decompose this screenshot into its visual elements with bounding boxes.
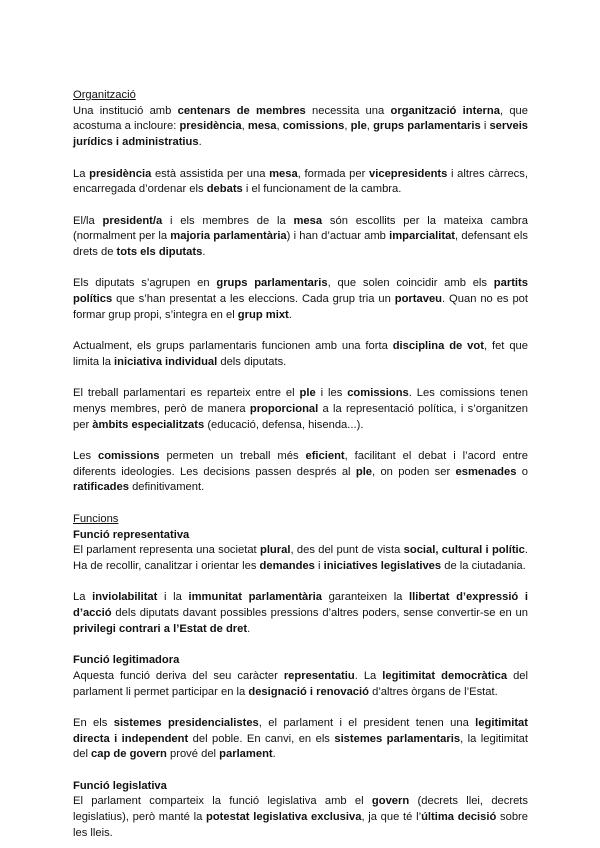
- bold-term: grups parlamentaris: [216, 277, 328, 290]
- paragraph: Els diputats s’agrupen en grups parlamentaris, que solen coincidir amb els partits polítics que s’han presentat a les eleccions. Cada grup tria un portaveu. Quan no es pot formar grup propi, s’integra en el grup mixt.: [73, 277, 528, 321]
- paragraph: Una institució amb centenars de membres necessita una organització interna, que acostuma a incloure: presidència, mesa, comissions, ple, grups parlamentaris i serveis jurídics i administratius.: [73, 104, 529, 149]
- bold-term: imparcialitat: [389, 230, 456, 243]
- bold-term: president/a: [102, 214, 163, 227]
- bold-term: mesa: [269, 167, 298, 180]
- bold-term: sistemes parlamentaris: [334, 732, 461, 745]
- bold-term: comissions: [282, 120, 345, 133]
- bold-term: ple: [299, 387, 316, 400]
- bold-term: tots els diputats: [116, 246, 203, 258]
- bold-term: iniciatives legislatives: [323, 559, 442, 572]
- bold-term: sistemes presidencialistes: [113, 716, 259, 729]
- bold-term: cap de govern: [91, 748, 167, 761]
- paragraph: Actualment, els grups parlamentaris funcionen amb una forta disciplina de vot, fet que limita la iniciativa individual dels diputats.: [73, 340, 528, 368]
- bold-term: legitimitat directa i independent: [73, 716, 529, 745]
- bold-term: parlament: [219, 748, 273, 761]
- bold-term: ple: [350, 120, 367, 133]
- bold-term: partits polítics: [73, 277, 528, 306]
- bold-term: presidència: [89, 167, 152, 180]
- bold-term: demandes: [259, 559, 315, 572]
- bold-term: esmenades: [455, 465, 517, 478]
- paragraph: Les comissions permeten un treball més eficient, facilitant el debat i l’acord entre diferents ideologies. Les decisions passen després al ple, on poden ser esmenades o ratificades definitivament.: [73, 450, 528, 494]
- bold-term: eficient: [305, 450, 345, 463]
- subheading-funcio-legislativa: Funció legislativa: [73, 779, 167, 792]
- bold-term: comissions: [97, 450, 160, 463]
- paragraph: El/la president/a i els membres de la mesa són escollits per la mateixa cambra (normalment per la majoria parlamentària) i han d’actuar amb imparcialitat, defensant els drets de tots els diputats.: [73, 214, 528, 258]
- section-heading-organitzacio: Organització: [73, 89, 136, 101]
- bold-term: immunitat parlamentària: [188, 591, 322, 604]
- bold-term: centenars de membres: [177, 104, 306, 117]
- bold-term: plural: [259, 544, 291, 557]
- bold-term: comissions: [347, 387, 409, 400]
- bold-term: disciplina de vot: [392, 340, 484, 353]
- bold-term: portaveu: [394, 293, 443, 306]
- subheading-funcio-legitimadora: Funció legitimadora: [73, 654, 180, 667]
- bold-term: debats: [206, 183, 243, 196]
- bold-term: iniciativa individual: [114, 355, 218, 368]
- bold-term: presidència: [179, 120, 242, 133]
- bold-term: potestat legislativa exclusiva: [206, 811, 362, 824]
- bold-term: vicepresidents: [369, 167, 448, 180]
- paragraph: La inviolabilitat i la immunitat parlamentària garanteixen la llibertat d’expressió i d’acció dels diputats davant possibles pressions d’altres poders, sense convertir-se en un privilegi contrari a l’Estat de dret.: [73, 591, 529, 635]
- paragraph: La presidència està assistida per una mesa, formada per vicepresidents i altres càrrecs, encarregada d’ordenar els debats i el funcionament de la cambra.: [73, 167, 528, 196]
- bold-term: designació i renovació: [248, 685, 369, 698]
- paragraph: El parlament representa una societat plural, des del punt de vista social, cultural i polític. Ha de recollir, canalitzar i orientar les demandes i iniciatives legislatives de la ciutadania.: [73, 544, 528, 572]
- bold-term: ple: [355, 465, 373, 478]
- bold-term: ratificades: [73, 481, 129, 494]
- bold-term: representatiu: [283, 669, 355, 682]
- bold-term: grups parlamentaris: [373, 120, 481, 133]
- bold-term: mesa: [293, 214, 323, 227]
- bold-term: legitimitat democràtica: [382, 669, 508, 682]
- bold-term: inviolabilitat: [92, 591, 158, 604]
- bold-term: serveis jurídics i administratius: [73, 120, 529, 149]
- paragraph: En els sistemes presidencialistes, el parlament i el president tenen una legitimitat directa i independent del poble. En canvi, en els sistemes parlamentaris, la legitimitat del cap de govern prové del parlament.: [73, 716, 529, 761]
- bold-term: social, cultural i polític: [403, 544, 525, 557]
- paragraph: El treball parlamentari es reparteix entre el ple i les comissions. Les comissions tenen menys membres, però de manera proporcional a la representació política, i s’organitzen per àmbits especialitzats (educació, defensa, hisenda...).: [73, 387, 528, 431]
- paragraph: El parlament comparteix la funció legislativa amb el govern (decrets llei, decrets legislatius), però manté la potestat legislativa exclusiva, ja que té l’última decisió sobre les lleis.: [73, 795, 528, 839]
- bold-term: llibertat d’expressió i d’acció: [73, 591, 529, 620]
- bold-term: proporcional: [249, 402, 319, 415]
- bold-term: organització interna: [390, 104, 500, 117]
- paragraph: Aquesta funció deriva del seu caràcter representatiu. La legitimitat democràtica del parlament li permet participar en la designació i renovació d’altres òrgans de l’Estat.: [73, 669, 529, 698]
- bold-term: govern: [371, 795, 410, 808]
- bold-term: mesa: [247, 120, 277, 133]
- section-heading-funcions: Funcions: [73, 512, 119, 525]
- bold-term: privilegi contrari a l’Estat de dret: [73, 622, 248, 635]
- document-body: [73, 88, 528, 842]
- bold-term: grup mixt: [237, 308, 289, 321]
- subheading-funcio-representativa: Funció representativa: [73, 528, 190, 541]
- bold-term: última decisió: [421, 811, 497, 824]
- bold-term: majoria parlamentària: [170, 230, 287, 243]
- bold-term: àmbits especialitzats: [92, 418, 205, 431]
